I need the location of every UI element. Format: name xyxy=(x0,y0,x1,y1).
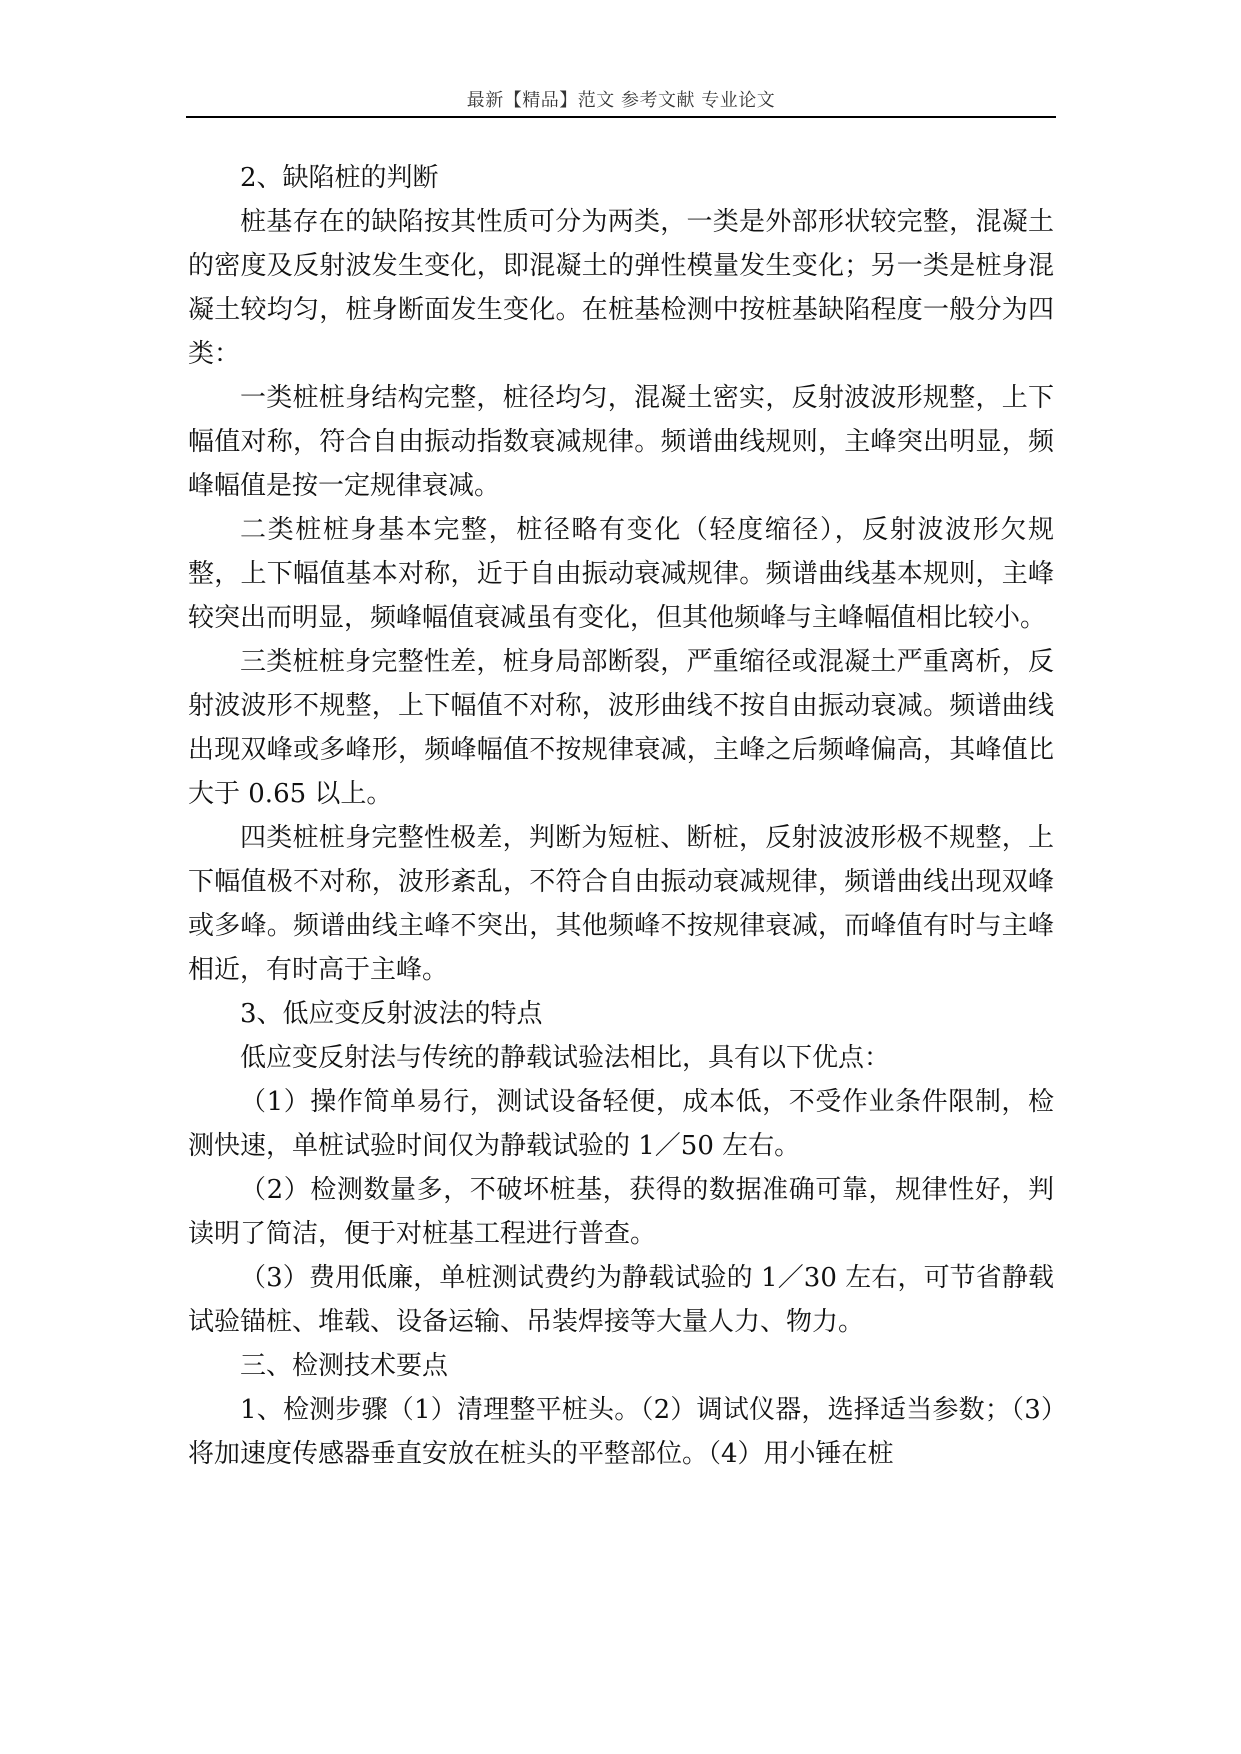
document-body xyxy=(188,156,1054,1476)
body-paragraph: 一类桩桩身结构完整，桩径均匀，混凝土密实，反射波波形规整，上下幅值对称，符合自由振动指数衰减规律。频谱曲线规则，主峰突出明显，频峰幅值是按一定规律衰减。 xyxy=(188,383,1054,501)
list-item: （2）检测数量多，不破坏桩基，获得的数据准确可靠，规律性好，判读明了简洁，便于对桩基工程进行普查。 xyxy=(188,1175,1054,1249)
body-paragraph: 桩基存在的缺陷按其性质可分为两类，一类是外部形状较完整，混凝土的密度及反射波发生变化，即混凝土的弹性模量发生变化；另一类是桩身混凝土较均匀，桩身断面发生变化。在桩基检测中按桩基缺陷程度一般分为四类： xyxy=(188,207,1054,369)
section-heading: 2、缺陷桩的判断 xyxy=(240,163,439,193)
body-paragraph: 四类桩桩身完整性极差，判断为短桩、断桩，反射波波形极不规整，上下幅值极不对称，波形紊乱，不符合自由振动衰减规律，频谱曲线出现双峰或多峰。频谱曲线主峰不突出，其他频峰不按规律衰减，而峰值有时与主峰相近，有时高于主峰。 xyxy=(188,823,1054,985)
list-item: （3）费用低廉，单桩测试费约为静载试验的 1／30 左右，可节省静载试验锚桩、堆载、设备运输、吊装焊接等大量人力、物力。 xyxy=(188,1263,1054,1337)
body-paragraph: 1、检测步骤（1）清理整平桩头。（2）调试仪器，选择适当参数；（3）将加速度传感器垂直安放在桩头的平整部位。（4）用小锤在桩 xyxy=(188,1395,1054,1469)
section-heading: 三、检测技术要点 xyxy=(240,1351,449,1381)
body-paragraph: 低应变反射法与传统的静载试验法相比，具有以下优点： xyxy=(240,1043,891,1073)
header-divider xyxy=(186,116,1056,118)
body-paragraph: 三类桩桩身完整性差，桩身局部断裂，严重缩径或混凝土严重离析，反射波波形不规整，上下幅值不对称，波形曲线不按自由振动衰减。频谱曲线出现双峰或多峰形，频峰幅值不按规律衰减，主峰之后频峰偏高，其峰值比大于 0.65 以上。 xyxy=(188,647,1054,809)
list-item: （1）操作简单易行，测试设备轻便，成本低，不受作业条件限制，检测快速，单桩试验时间仅为静载试验的 1／50 左右。 xyxy=(188,1087,1054,1161)
body-paragraph: 二类桩桩身基本完整，桩径略有变化（轻度缩径），反射波波形欠规整，上下幅值基本对称，近于自由振动衰减规律。频谱曲线基本规则，主峰较突出而明显，频峰幅值衰减虽有变化，但其他频峰与主峰幅值相比较小。 xyxy=(188,515,1054,633)
page-header: 最新【精品】范文 参考文献 专业论文 xyxy=(466,90,776,111)
section-heading: 3、低应变反射波法的特点 xyxy=(240,999,543,1029)
